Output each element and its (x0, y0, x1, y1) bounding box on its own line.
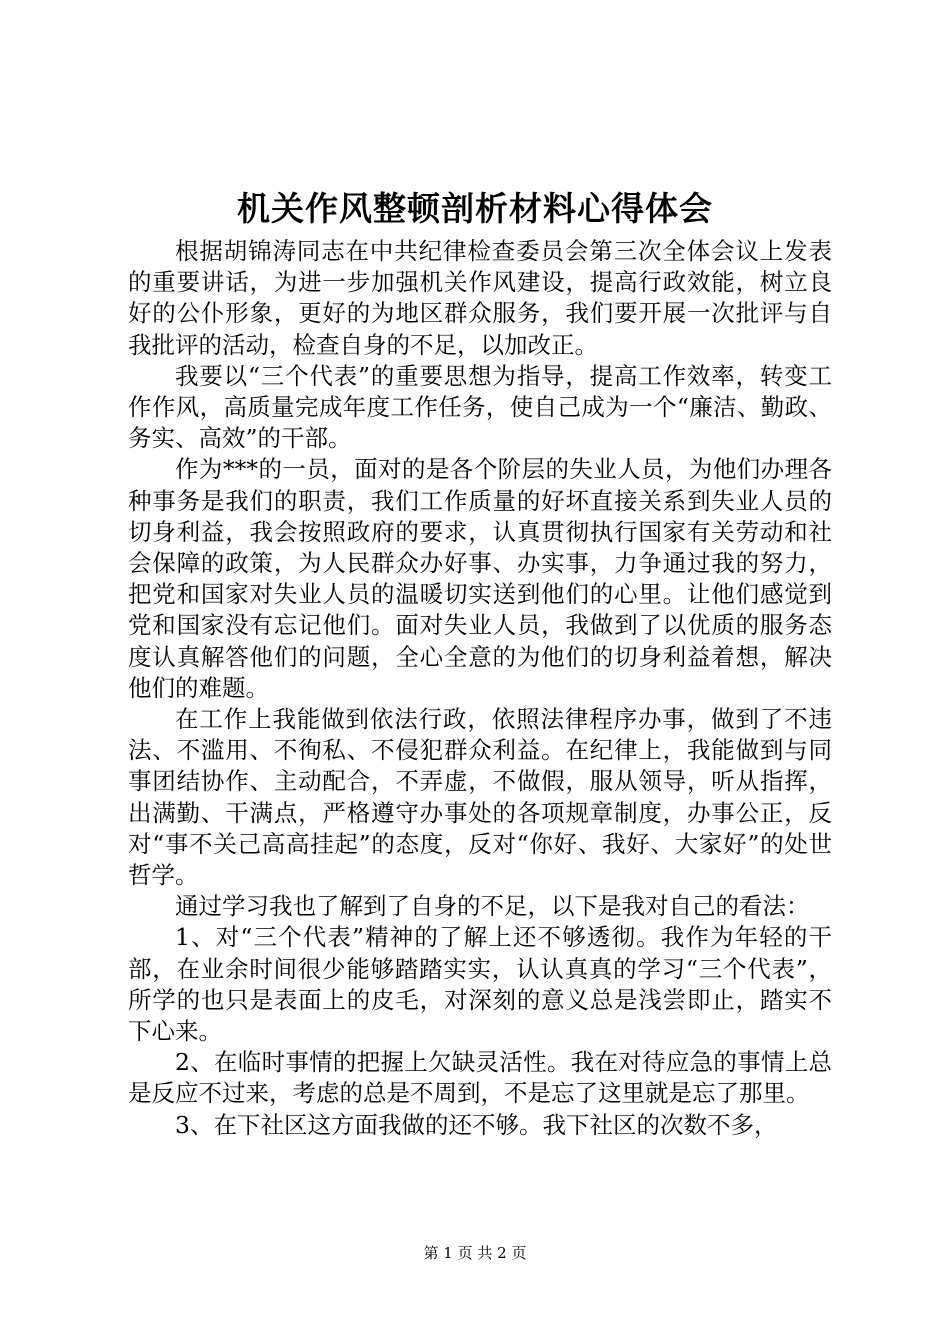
document-title: 机关作风整顿剖析材料心得体会 (237, 189, 713, 228)
page-number-footer: 第 1 页 共 2 页 (423, 1244, 527, 1262)
paragraph-shortcoming-3: 3、在下社区这方面我做的还不够。我下社区的次数不多， (175, 1110, 778, 1139)
paragraph-duties: 作为***的一员，面对的是各个阶层的失业人员，为他们办理各种事务是我们的职责，我们工作质量的好坏直接关系到失业人员的切身利益，我会按照政府的要求，认真贯彻执行国家有关劳动和社会保障的政策，为人民群众办好事、办实事，力争通过我的努力，把党和国家对失业人员的温暖切实送到他们的心里。让他们感觉到党和国家没有忘记他们。面对失业人员，我做到了以优质的服务态度认真解答他们的问题，全心全意的为他们的切身利益着想，解决他们的难题。 (128, 455, 832, 702)
paragraph-intro: 根据胡锦涛同志在中共纪律检查委员会第三次全体会议上发表的重要讲话，为进一步加强机关作风建设，提高行政效能，树立良好的公仆形象，更好的为地区群众服务，我们要开展一次批评与自我批评的活动，检查自身的不足，以加改正。 (128, 237, 832, 359)
paragraph-shortcoming-2: 2、在临时事情的把握上欠缺灵活性。我在对待应急的事情上总是反应不过来，考虑的总是不周到，不是忘了这里就是忘了那里。 (128, 1048, 832, 1108)
document-body (128, 236, 832, 1141)
paragraph-guideline: 我要以“三个代表”的重要思想为指导，提高工作效率，转变工作作风，高质量完成年度工作任务，使自己成为一个“廉洁、勤政、务实、高效”的干部。 (128, 361, 832, 453)
paragraph-shortcomings-intro: 通过学习我也了解到了自身的不足，以下是我对自己的看法： (175, 892, 810, 921)
paragraph-discipline: 在工作上我能做到依法行政，依照法律程序办事，做到了不违法、不滥用、不徇私、不侵犯群众利益。在纪律上，我能做到与同事团结协作、主动配合，不弄虚，不做假，服从领导，听从指挥，出满勤、干满点，严格遵守办事处的各项规章制度，办事公正，反对“事不关己高高挂起”的态度，反对“你好、我好、大家好”的处世哲学。 (128, 705, 832, 890)
paragraph-shortcoming-1: 1、对“三个代表”精神的了解上还不够透彻。我作为年轻的干部，在业余时间很少能够踏踏实实，认认真真的学习“三个代表”，所学的也只是表面上的皮毛，对深刻的意义总是浅尝即止，踏实不下心来。 (128, 923, 832, 1046)
